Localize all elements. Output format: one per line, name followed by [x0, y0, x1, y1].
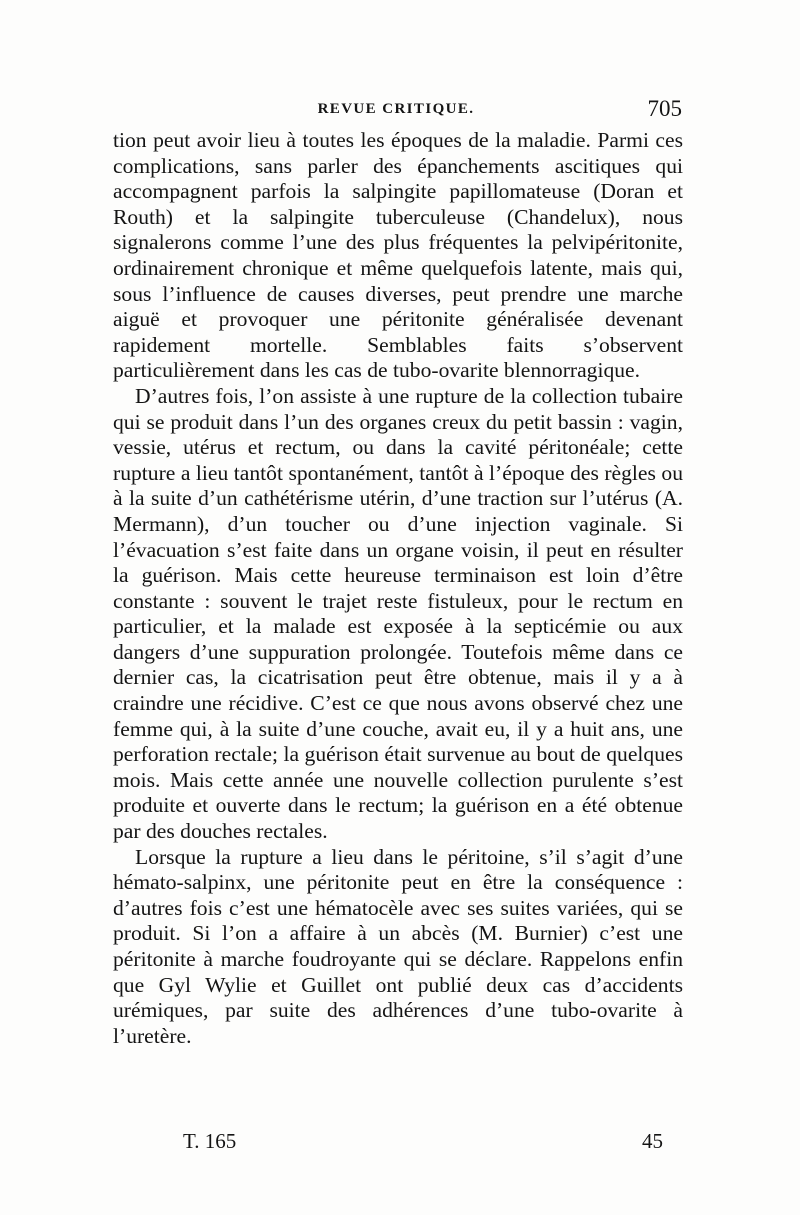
- paragraph-continuation: tion peut avoir lieu à toutes les époques de la maladie. Parmi ces complications, sans parler des épanchements ascitiques qui accompagnent parfois la salpingite papillomateuse (Doran et Routh) et la salpingite tuberculeuse (Chandelux), nous signalerons comme l’une des plus fréquentes la pelvipéritonite, ordinairement chronique et même quelquefois latente, mais qui, sous l’influence de causes diverses, peut prendre une marche aiguë et provoquer une péritonite généralisée devenant rapidement mortelle. Semblables faits s’observent particulièrement dans les cas de tubo-ovarite blennorragique.: [113, 128, 683, 383]
- paragraph-rupture: D’autres fois, l’on assiste à une rupture de la collection tubaire qui se produit dans l’un des organes creux du petit bassin : vagin, vessie, utérus et rectum, ou dans la cavité péritonéale; cette rupture a lieu tantôt spontanément, tantôt à l’époque des règles ou à la suite d’un cathétérisme utérin, d’une traction sur l’utérus (A. Mermann), d’un toucher ou d’une injection vaginale. Si l’évacuation s’est faite dans un organe voisin, il peut en résulter la guérison. Mais cette heureuse terminaison est loin d’être constante : souvent le trajet reste fistuleux, pour le rectum en particulier, et la malade est exposée à la septicémie ou aux dangers d’une suppuration prolongée. Toutefois même dans ce dernier cas, la cicatrisation peut être obtenue, mais il y a à craindre une récidive. C’est ce que nous avons observé chez une femme qui, à la suite d’une couche, avait eu, il y a huit ans, une perforation rectale; la guérison était survenue au bout de quelques mois. Mais cette année une nouvelle collection purulente s’est produite et ouverte dans le rectum; la guérison en a été obtenue par des douches rectales.: [113, 383, 683, 844]
- paragraph-peritoine: Lorsque la rupture a lieu dans le péritoine, s’il s’agit d’une hémato-salpinx, une péritonite peut en être la conséquence : d’autres fois c’est une hématocèle avec ses suites variées, qui se produit. Si l’on a affaire à un abcès (M. Burnier) c’est une péritonite à marche foudroyante qui se déclare. Rappelons enfin que Gyl Wylie et Guillet ont publié deux cas d’accidents urémiques, par suite des adhérences d’une tubo-ovarite à l’uretère.: [113, 844, 683, 1048]
- page-footer: [183, 1129, 663, 1159]
- page-number: 705: [647, 96, 682, 121]
- running-title: REVUE CRITIQUE.: [317, 101, 475, 117]
- page-header: [110, 96, 682, 124]
- volume-signature: T. 165: [183, 1129, 237, 1153]
- sheet-number: 45: [642, 1129, 663, 1153]
- body-text: [113, 128, 683, 1049]
